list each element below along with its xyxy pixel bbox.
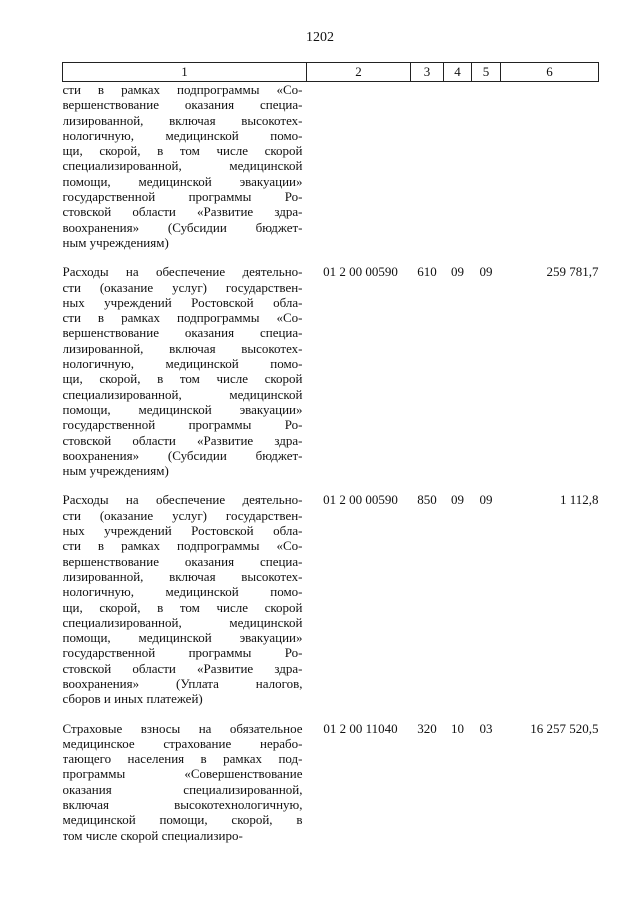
description-line: воохранения» (Субсидии бюджет-	[62, 447, 303, 463]
header-cell-2: 2	[307, 63, 411, 82]
spacer-cell	[411, 250, 444, 264]
row-section: 09	[451, 492, 464, 508]
row-section: 09	[451, 264, 464, 280]
description-line: сти в рамках подпрограммы «Со-	[62, 538, 303, 554]
description-line: ных учреждений Ростовской обла-	[62, 523, 303, 539]
description-line: лизированной, включая высокотех-	[62, 568, 303, 584]
row-amount: 16 257 520,5	[530, 720, 599, 736]
budget-table	[62, 62, 599, 843]
row-amount	[501, 82, 599, 251]
description-line: нологичную, медицинской помо-	[62, 356, 303, 372]
description-line: специализированной, медицинской	[62, 386, 303, 402]
row-expense-type: 610	[417, 264, 437, 280]
header-cell-3: 3	[411, 63, 444, 82]
description-line: вершенствование оказания специа-	[62, 553, 303, 569]
description-line: сти в рамках подпрограммы «Со-	[62, 82, 303, 97]
description-line: специализированной, медицинской	[62, 158, 303, 174]
header-cell-1: 1	[63, 63, 307, 82]
spacer-cell	[307, 250, 411, 264]
description-line: том числе скорой специализиро-	[62, 827, 243, 843]
row-expense-type: 320	[417, 720, 437, 736]
page-number: 1202	[306, 30, 334, 45]
description-line: вершенствование оказания специа-	[62, 325, 303, 341]
spacer-cell	[501, 250, 599, 264]
row-amount: 1 112,8	[559, 492, 599, 508]
description-line: ным учреждениям)	[62, 234, 169, 250]
description-line: программы «Совершенствование	[62, 766, 303, 782]
spacer-cell	[444, 250, 472, 264]
header-cell-4: 4	[444, 63, 472, 82]
header-row	[63, 63, 599, 82]
spacer-cell	[472, 707, 501, 721]
description-line: Расходы на обеспечение деятельно-	[62, 492, 303, 508]
spacer-cell	[472, 250, 501, 264]
row-amount: 259 781,7	[546, 264, 599, 280]
row-subsection	[472, 82, 501, 251]
description-line: включая высокотехнологичную,	[62, 797, 303, 813]
spacer-cell	[444, 707, 472, 721]
description-line: вершенствование оказания специа-	[62, 97, 303, 113]
description-line: щи, скорой, в том числе скорой	[62, 599, 303, 615]
description-line: нологичную, медицинской помо-	[62, 584, 303, 600]
spacer-cell	[63, 707, 307, 721]
description-line: Расходы на обеспечение деятельно-	[62, 264, 303, 280]
description-line: ных учреждений Ростовской обла-	[62, 294, 303, 310]
row-target-code: 01 2 00 11040	[323, 720, 398, 736]
spacer-cell	[501, 707, 599, 721]
description-line: медицинской помощи, скорой, в	[62, 812, 303, 828]
description-line: ным учреждениям)	[62, 463, 169, 479]
description-line: государственной программы Ро-	[62, 645, 303, 661]
description-line: сти (оказание услуг) государствен-	[62, 507, 303, 523]
spacer-cell	[63, 250, 307, 264]
description-line: помощи, медицинской эвакуации»	[62, 173, 303, 189]
row-spacer	[63, 707, 599, 721]
description-line: специализированной, медицинской	[62, 614, 303, 630]
description-line: стовской области «Развитие здра-	[62, 660, 303, 676]
description-line: Страховые взносы на обязательное	[62, 720, 303, 736]
description-line: стовской области «Развитие здра-	[62, 432, 303, 448]
description-line: лизированной, включая высокотех-	[62, 112, 303, 128]
description-line: помощи, медицинской эвакуации»	[62, 630, 303, 646]
row-subsection: 03	[479, 720, 493, 736]
description-line: стовской области «Развитие здра-	[62, 204, 303, 220]
description-line: государственной программы Ро-	[62, 417, 303, 433]
table-row	[63, 721, 599, 843]
header-cell-5: 5	[472, 63, 501, 82]
spacer-cell	[444, 478, 472, 492]
spacer-cell	[63, 478, 307, 492]
row-expense-type: 850	[417, 492, 437, 508]
table-row	[63, 82, 599, 251]
row-spacer	[63, 250, 599, 264]
table-body	[63, 82, 599, 843]
table-row	[63, 264, 599, 478]
row-target-code: 01 2 00 00590	[323, 264, 398, 280]
row-description	[63, 492, 307, 706]
description-line: нологичную, медицинской помо-	[62, 127, 303, 143]
spacer-cell	[411, 478, 444, 492]
row-target-code: 01 2 00 00590	[323, 492, 398, 508]
spacer-cell	[472, 478, 501, 492]
description-line: сти в рамках подпрограммы «Со-	[62, 310, 303, 326]
table-row	[63, 492, 599, 706]
description-line: лизированной, включая высокотех-	[62, 340, 303, 356]
description-line: воохранения» (Уплата налогов,	[62, 675, 303, 691]
description-line: щи, скорой, в том числе скорой	[62, 371, 303, 387]
description-line: оказания специализированной,	[62, 781, 303, 797]
description-line: государственной программы Ро-	[62, 189, 303, 205]
spacer-cell	[307, 478, 411, 492]
spacer-cell	[411, 707, 444, 721]
row-spacer	[63, 478, 599, 492]
spacer-cell	[307, 707, 411, 721]
row-section	[444, 82, 472, 251]
description-line: медицинское страхование нерабо-	[62, 735, 303, 751]
row-subsection: 09	[479, 492, 493, 508]
row-section: 10	[451, 720, 464, 736]
description-line: щи, скорой, в том числе скорой	[62, 143, 303, 159]
spacer-cell	[501, 478, 599, 492]
row-description	[63, 82, 307, 251]
description-line: сти (оказание услуг) государствен-	[62, 279, 303, 295]
description-line: помощи, медицинской эвакуации»	[62, 401, 303, 417]
description-line: воохранения» (Субсидии бюджет-	[62, 219, 303, 235]
description-line: тающего населения в рамках под-	[62, 751, 303, 767]
description-line: сборов и иных платежей)	[62, 691, 203, 707]
row-target-code	[307, 82, 411, 251]
row-description	[63, 721, 307, 843]
row-expense-type	[411, 82, 444, 251]
header-cell-6: 6	[501, 63, 599, 82]
row-subsection: 09	[479, 264, 493, 280]
row-description	[63, 264, 307, 478]
